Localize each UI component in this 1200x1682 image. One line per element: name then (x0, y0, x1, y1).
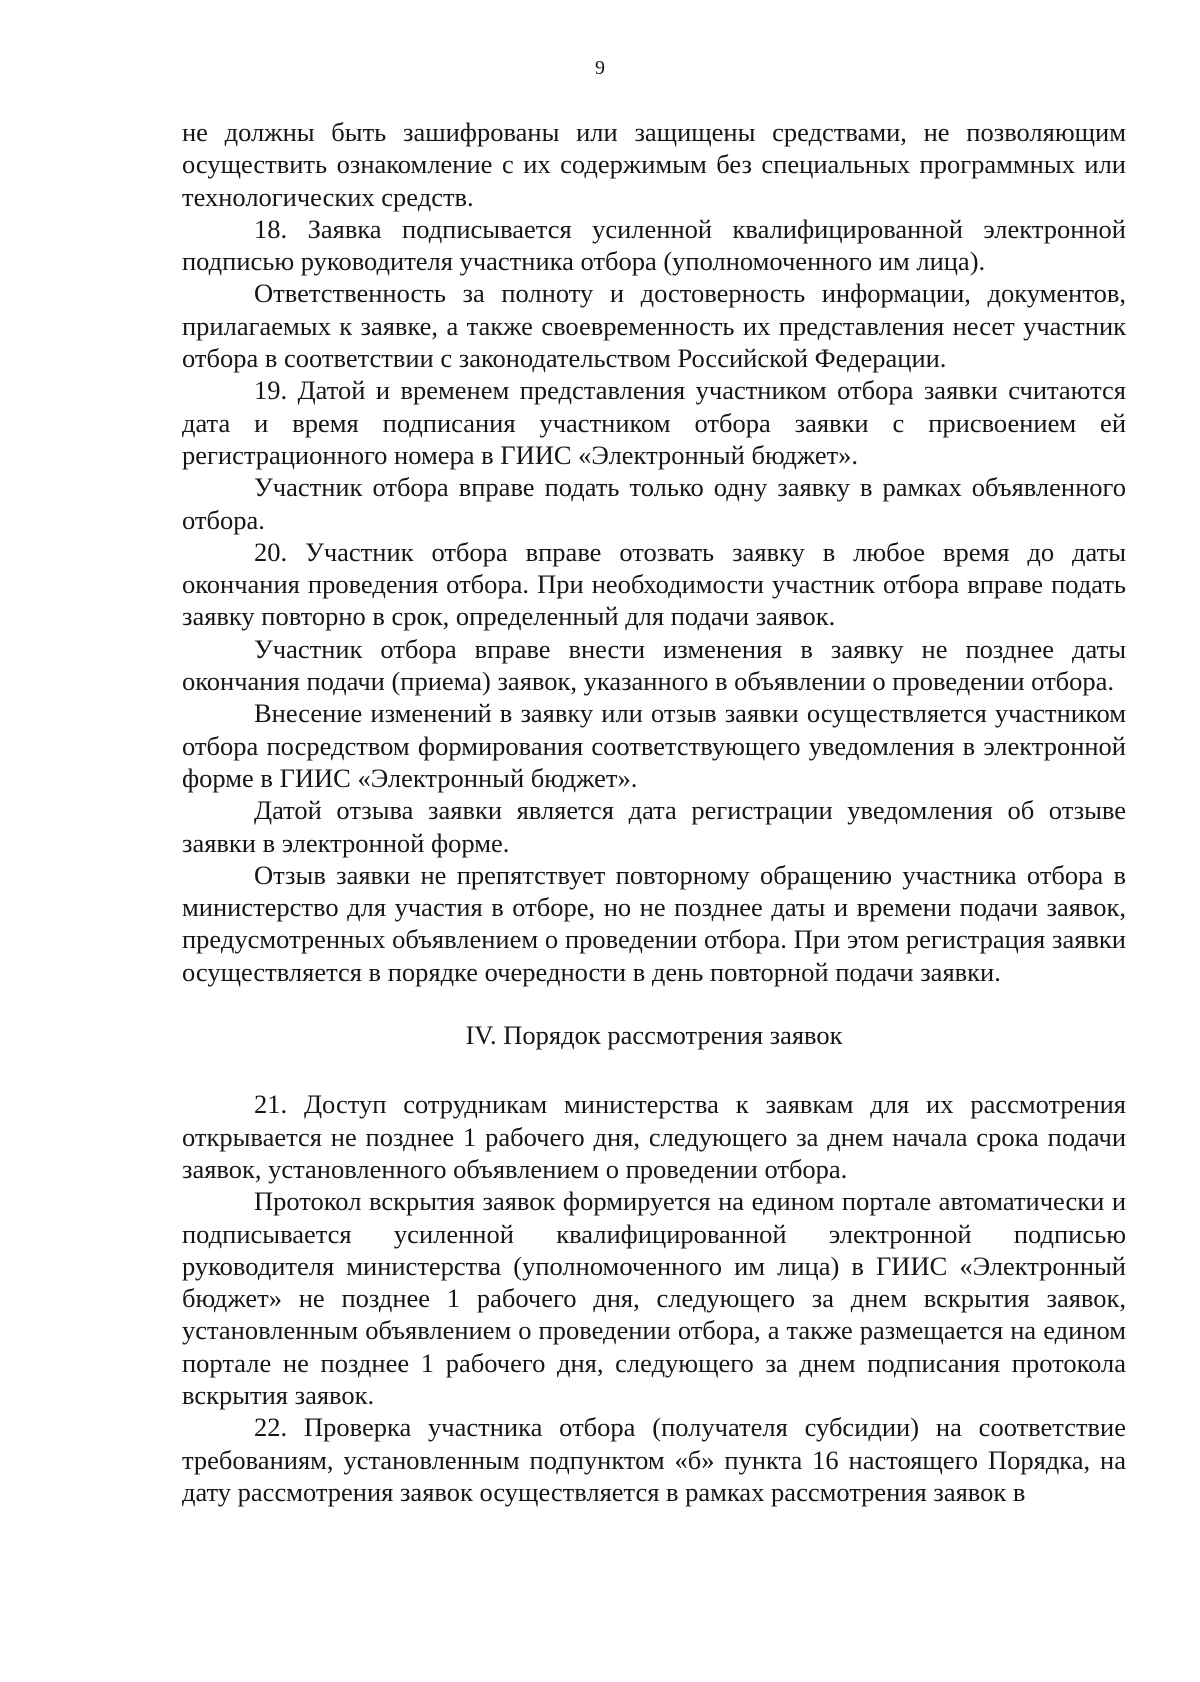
paragraph: 21. Доступ сотрудникам министерства к заявкам для их рассмотрения открывается не позднее 1 рабочего дня, следующего за днем начала срока подачи заявок, установленного объявлением о проведении отбора. (182, 1089, 1126, 1184)
paragraph: Отзыв заявки не препятствует повторному обращению участника отбора в министерство для участия в отборе, но не позднее даты и времени подачи заявок, предусмотренных объявлением о проведении отбора. При этом регистрация заявки осуществляется в порядке очередности в день повторной подачи заявки. (182, 859, 1126, 987)
paragraph: Внесение изменений в заявку или отзыв заявки осуществляется участником отбора посредством формирования соответствующего уведомления в электронной форме в ГИИС «Электронный бюджет». (182, 698, 1126, 793)
paragraph: Участник отбора вправе подать только одну заявку в рамках объявленного отбора. (182, 472, 1126, 535)
paragraph: 22. Проверка участника отбора (получателя субсидии) на соответствие требованиям, установленным подпунктом «б» пункта 16 настоящего Порядка, на дату рассмотрения заявок осуществляется в рамках рассмотрения заявок в (182, 1412, 1126, 1507)
section-heading: IV. Порядок рассмотрения заявок (465, 1020, 843, 1051)
paragraph: 19. Датой и временем представления участником отбора заявки считаются дата и время подписания участником отбора заявки с присвоением ей регистрационного номера в ГИИС «Электронный бюджет». (182, 375, 1126, 470)
paragraph: не должны быть зашифрованы или защищены средствами, не позволяющим осуществить ознакомление с их содержимым без специальных программных или технологических средств. (182, 117, 1126, 212)
document-body (182, 116, 1126, 1508)
paragraph: Датой отзыва заявки является дата регистрации уведомления об отзыве заявки в электронной форме. (182, 795, 1126, 858)
paragraph: Участник отбора вправе внести изменения в заявку не позднее даты окончания подачи (приема) заявок, указанного в объявлении о проведении отбора. (182, 633, 1126, 697)
paragraph: Протокол вскрытия заявок формируется на едином портале автоматически и подписывается усиленной квалифицированной электронной подписью руководителя министерства (уполномоченного им лица) в ГИИС «Электронный бюджет» не позднее 1 рабочего дня, следующего за днем вскрытия заявок, установленным объявлением о проведении отбора, а также размещается на едином портале не позднее 1 рабочего дня, следующего за днем подписания протокола вскрытия заявок. (182, 1186, 1126, 1410)
paragraph: 18. Заявка подписывается усиленной квалифицированной электронной подписью руководителя участника отбора (уполномоченного им лица). (182, 213, 1126, 277)
paragraph: 20. Участник отбора вправе отозвать заявку в любое время до даты окончания проведения отбора. При необходимости участник отбора вправе подать заявку повторно в срок, определенный для подачи заявок. (182, 536, 1126, 632)
paragraph: Ответственность за полноту и достоверность информации, документов, прилагаемых к заявке, а также своевременность их представления несет участник отбора в соответствии с законодательством Российской Федерации. (182, 278, 1126, 374)
page-number: 9 (595, 57, 605, 79)
